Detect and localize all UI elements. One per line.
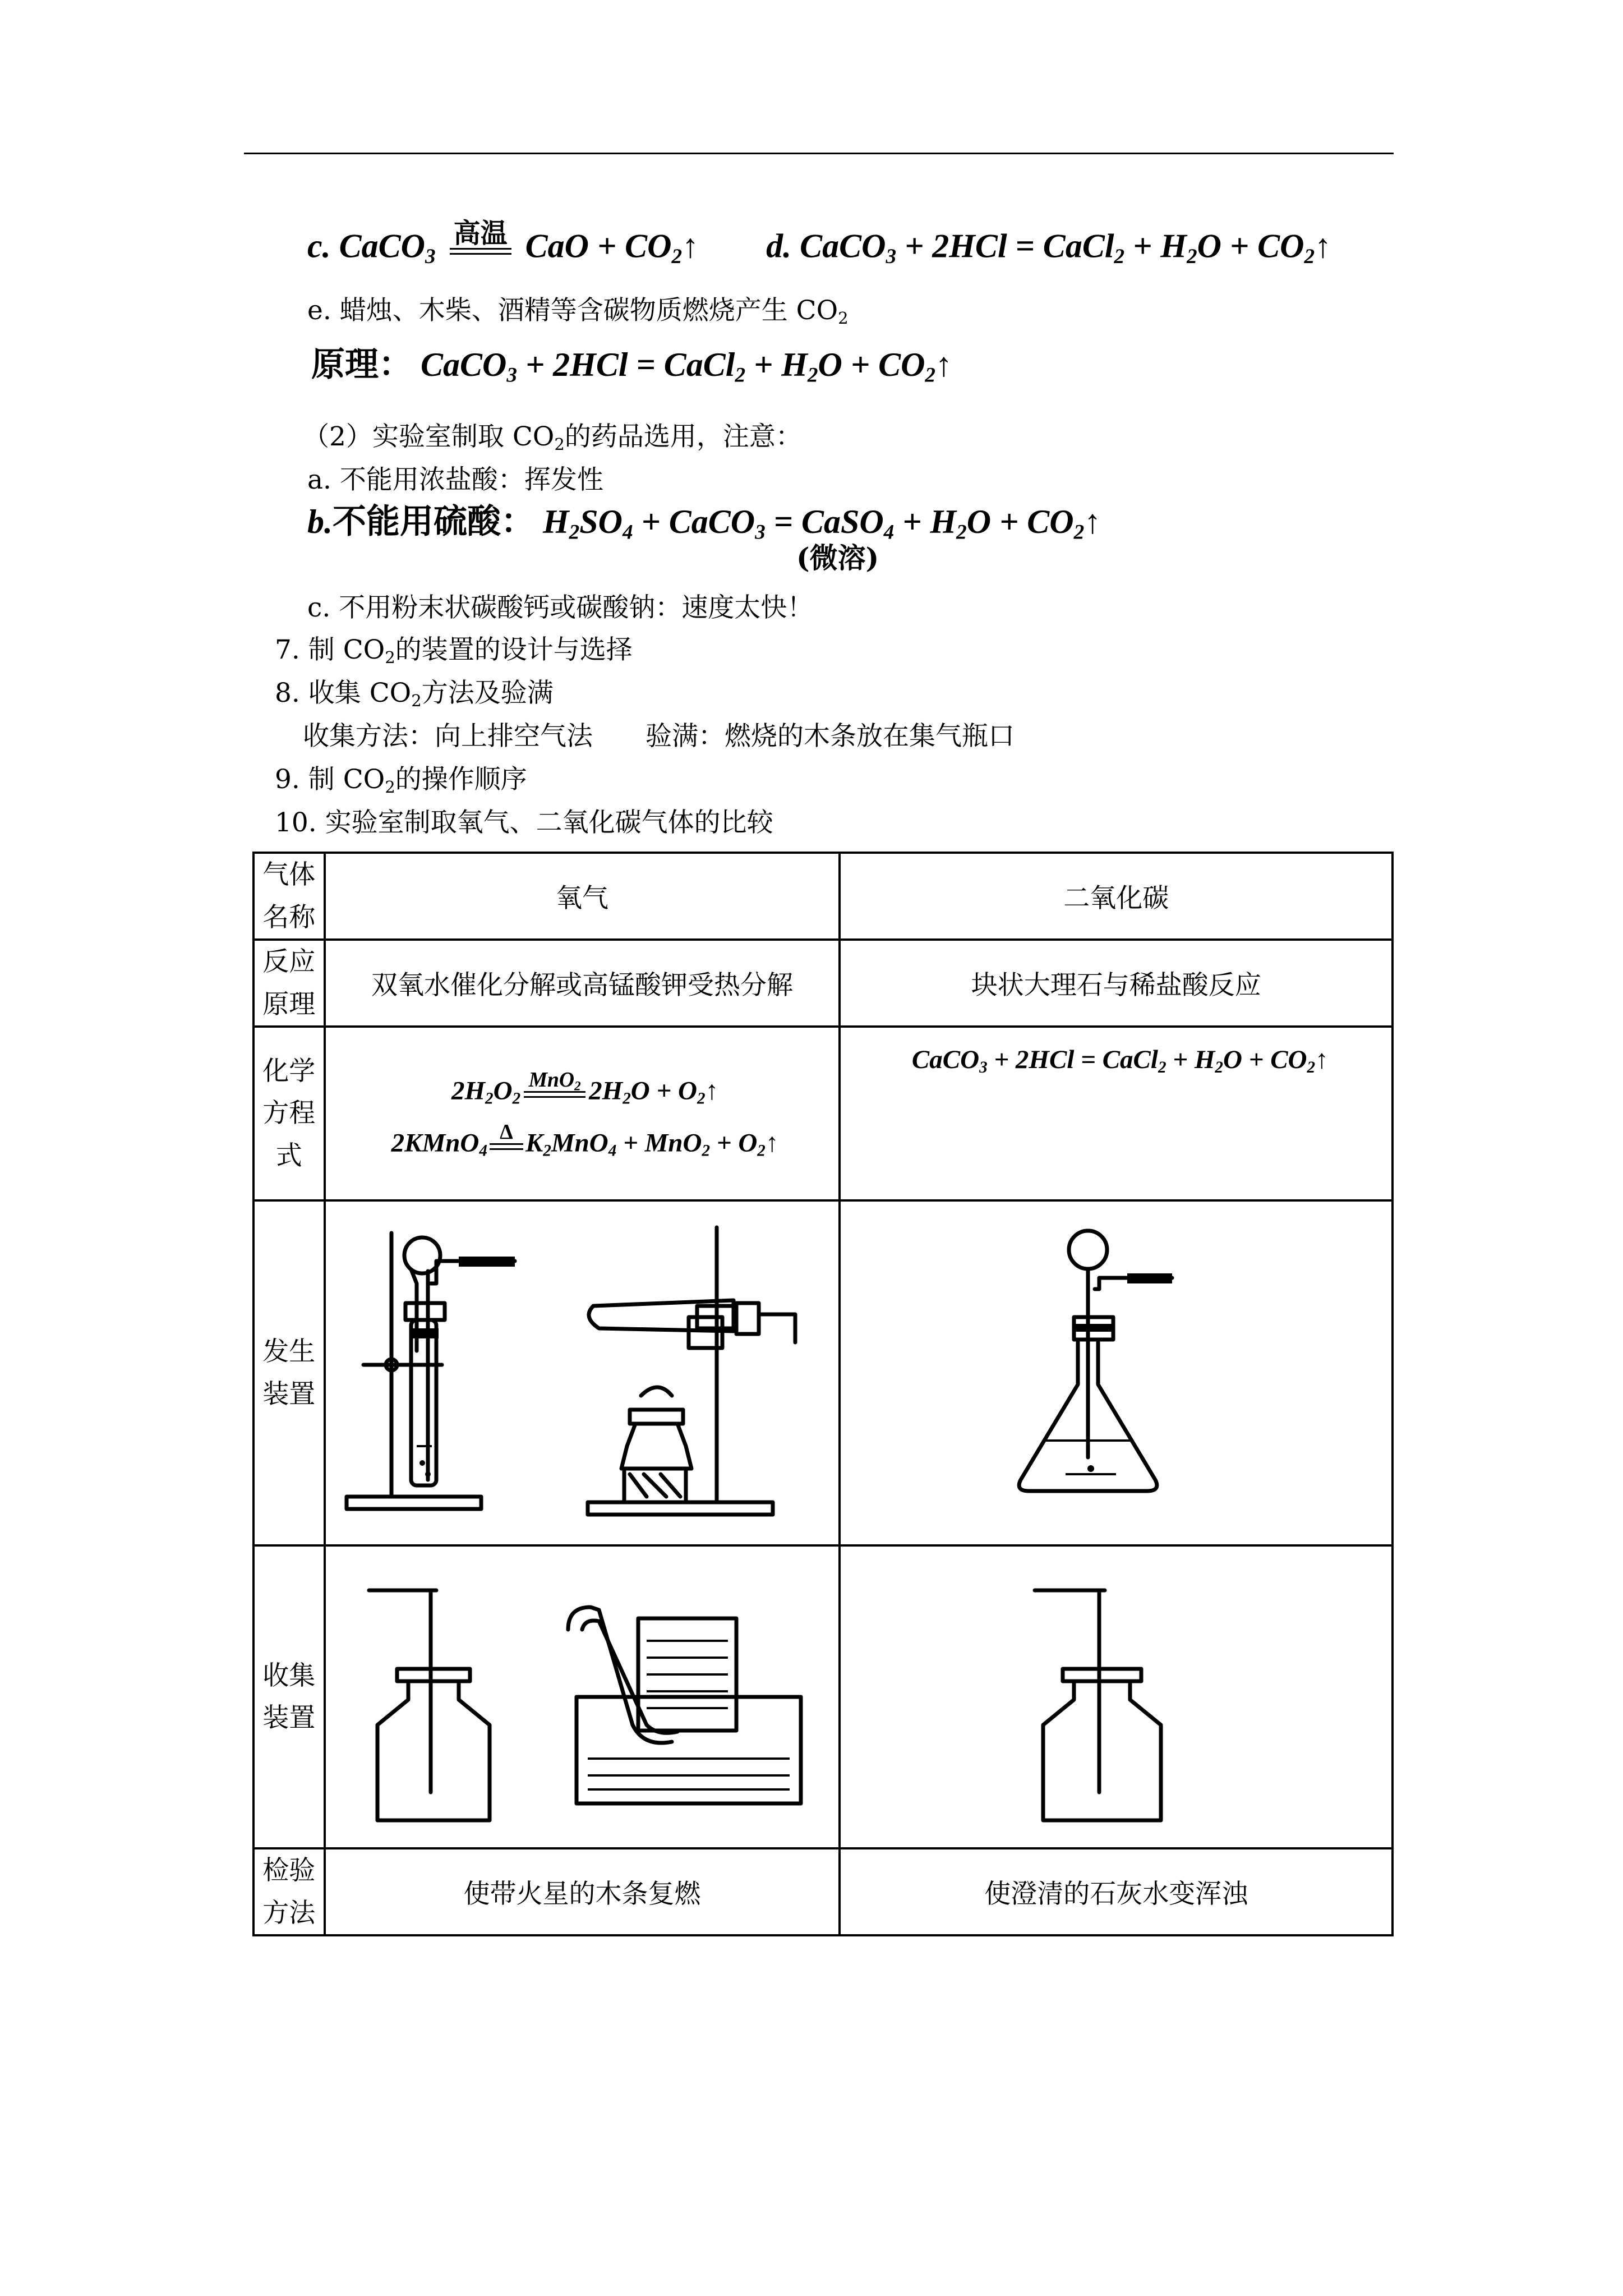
cell-o2-generator: [325, 1200, 840, 1545]
cell-o2-name: 氧气: [325, 853, 840, 940]
row-label: 化学方程式: [253, 1027, 325, 1200]
table-row-principle: [253, 940, 1393, 1027]
o2-generator-apparatus-icon: [330, 1211, 834, 1536]
table-row-equation: [253, 1027, 1393, 1200]
item-7: 7. 制 $CO_2$的装置的设计与选择: [275, 634, 633, 668]
o2-collector-apparatus-icon: [335, 1557, 829, 1837]
item-10: 10. 实验室制取氧气、二氧化碳气体的比较: [275, 807, 773, 838]
row-label: 检验方法: [253, 1848, 325, 1935]
co2-generator-flask-icon: [948, 1216, 1284, 1530]
section2-b-note: (微溶): [796, 541, 879, 574]
reaction-c-products: CaO + CO: [525, 227, 672, 265]
reaction-c-reactant: CaCO: [339, 227, 426, 265]
cell-co2-test: 使澄清的石灰水变浑浊: [840, 1848, 1393, 1935]
table-row-generator: [253, 1200, 1393, 1545]
cell-co2-name: 二氧化碳: [840, 853, 1393, 940]
reaction-e-text: e. 蜡烛、木柴、酒精等含碳物质燃烧产生 $CO_2$: [307, 295, 849, 328]
item-8-collect: 收集方法：向上排空气法 验满：燃烧的木条放在集气瓶口: [303, 721, 1015, 752]
row-label: 发生装置: [253, 1200, 325, 1545]
item-9: 9. 制 $CO_2$的操作顺序: [275, 764, 527, 797]
cell-co2-collector: [840, 1545, 1393, 1848]
section2-b: b.不能用硫酸： $H_2SO_4$ + CaCO$_3$ = CaSO$_4$ + $H_2O$ + $CO_2↑$: [307, 503, 1101, 544]
section2-title: （2）实验室制取 $CO_2$的药品选用，注意：: [303, 421, 802, 454]
row-label: 收集装置: [253, 1545, 325, 1848]
section2-a: a. 不能用浓盐酸：挥发性: [307, 464, 603, 495]
co2-collector-bottle-icon: [970, 1557, 1262, 1837]
cell-o2-collectors: [325, 1545, 840, 1848]
row-label: 反应原理: [253, 940, 325, 1027]
cell-o2-equations: $2H_2O_2$ MnO$_2$ $2H_2O$ + $O_2↑$ 2KMnO$_4$ Δ $K_2MnO_4 + MnO_2$ + $O_2↑$: [325, 1027, 840, 1200]
cell-o2-principle: 双氧水催化分解或高锰酸钾受热分解: [325, 940, 840, 1027]
header-rule: [244, 153, 1394, 154]
reaction-c-label: c.: [307, 227, 331, 265]
comparison-table: [252, 852, 1394, 1936]
item-8: 8. 收集 $CO_2$方法及验满: [275, 678, 554, 711]
cell-co2-principle: 块状大理石与稀盐酸反应: [840, 940, 1393, 1027]
table-row-collector: [253, 1545, 1393, 1848]
cell-o2-test: 使带火星的木条复燃: [325, 1848, 840, 1935]
principle-line: 原理： CaCO$_3$ + 2HCl = CaCl$_2$ + $H_2O$ + $CO_2↑$: [311, 346, 953, 387]
row-label: 气体名称: [253, 853, 325, 940]
cell-co2-generator: [840, 1200, 1393, 1545]
table-row-name: [253, 853, 1393, 940]
reaction-c-condition: 高温: [450, 220, 511, 263]
table-row-test: [253, 1848, 1393, 1935]
reaction-c-d-line: c. CaCO$_3$ 高温 CaO + $CO_2↑$ d. CaCO$_3$ + 2HCl = CaCl$_2$ + $H_2O$ + $CO_2↑$: [307, 219, 1332, 268]
cell-co2-equation: CaCO$_3$ + 2HCl = CaCl$_2$ + $H_2O$ + $CO_2↑$: [840, 1027, 1393, 1200]
principle-label: 原理：: [311, 346, 412, 383]
section2-c: c. 不用粉末状碳酸钙或碳酸钠：速度太快！: [307, 592, 814, 623]
reaction-d-label: d.: [766, 227, 792, 265]
